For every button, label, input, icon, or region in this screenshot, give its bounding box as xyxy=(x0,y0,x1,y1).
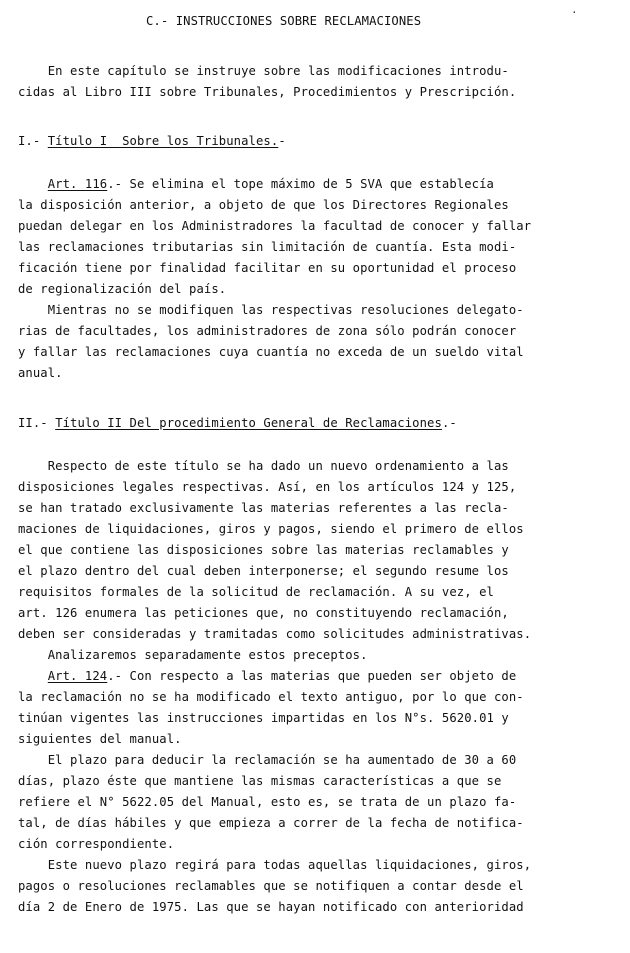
section-2-heading-line xyxy=(18,416,457,430)
body-line: Mientras no se modifiquen las respectivas resoluciones delegato- xyxy=(18,303,524,317)
section-2-heading-suffix: .- xyxy=(441,416,457,430)
article-116-text: .- Se elimina el tope máximo de 5 SVA que establecía xyxy=(107,177,494,191)
header-mark: · xyxy=(571,6,578,19)
body-line: Este nuevo plazo regirá para todas aquellas liquidaciones, giros, xyxy=(18,858,532,872)
body-line: la disposición anterior, a objeto de que los Directores Regionales xyxy=(18,198,509,212)
body-line: pagos o resoluciones reclamables que se notifiquen a contar desde el xyxy=(18,879,524,893)
body-line: de regionalización del país. xyxy=(18,282,227,296)
article-124-first-line xyxy=(18,669,516,683)
body-line: el plazo dentro del cual deben interponerse; el segundo resume los xyxy=(18,564,509,578)
body-line: tal, de días hábiles y que empieza a correr de la fecha de notifica- xyxy=(18,816,524,830)
body-line: anual. xyxy=(18,366,63,380)
body-line: deben ser consideradas y tramitadas como solicitudes administrativas. xyxy=(18,627,532,641)
body-line: Analizaremos separadamente estos preceptos. xyxy=(18,648,368,662)
document-title: C.- INSTRUCCIONES SOBRE RECLAMACIONES xyxy=(146,14,422,28)
section-2-number: II.- xyxy=(18,416,56,430)
section-2-heading: Título II Del procedimiento General de Reclamaciones xyxy=(55,416,442,430)
body-line: rias de facultades, los administradores de zona sólo podrán conocer xyxy=(18,324,517,338)
article-116-first-line xyxy=(18,177,494,191)
body-line: requisitos formales de la solicitud de reclamación. A su vez, el xyxy=(18,585,494,599)
body-line: y fallar las reclamaciones cuya cuantía no exceda de un sueldo vital xyxy=(18,345,524,359)
section-1-number: I.- xyxy=(18,134,48,148)
article-116-label: Art. 116 xyxy=(47,177,108,191)
intro-line: En este capítulo se instruye sobre las modificaciones introdu- xyxy=(18,64,509,78)
article-124-label: Art. 124 xyxy=(47,669,108,683)
body-line: El plazo para deducir la reclamación se ha aumentado de 30 a 60 xyxy=(18,753,517,767)
body-line: Respecto de este título se ha dado un nuevo ordenamiento a las xyxy=(18,459,509,473)
section-1-heading: Título I Sobre los Tribunales. xyxy=(47,134,279,148)
body-line: días, plazo éste que mantiene las mismas características a que se xyxy=(18,774,502,788)
body-line: puedan delegar en los Administradores la facultad de conocer y fallar xyxy=(18,219,532,233)
body-line: la reclamación no se ha modificado el texto antiguo, por lo que con- xyxy=(18,690,524,704)
body-line: día 2 de Enero de 1975. Las que se hayan notificado con anterioridad xyxy=(18,900,524,914)
body-line: se han tratado exclusivamente las materias referentes a las recla- xyxy=(18,501,509,515)
intro-line: cidas al Libro III sobre Tribunales, Procedimientos y Prescripción. xyxy=(18,85,517,99)
body-line: ción correspondiente. xyxy=(18,837,175,851)
body-line: maciones de liquidaciones, giros y pagos, siendo el primero de ellos xyxy=(18,522,524,536)
article-124-text: .- Con respecto a las materias que pueden ser objeto de xyxy=(107,669,517,683)
section-1-heading-line xyxy=(18,134,286,148)
body-line: ficación tiene por finalidad facilitar en su oportunidad el proceso xyxy=(18,261,517,275)
body-line: las reclamaciones tributarias sin limitación de cuantía. Esta modi- xyxy=(18,240,517,254)
body-line: disposiciones legales respectivas. Así, en los artículos 124 y 125, xyxy=(18,480,517,494)
body-line: refiere el N° 5622.05 del Manual, esto es, se trata de un plazo fa- xyxy=(18,795,517,809)
section-1-heading-suffix: - xyxy=(278,134,286,148)
body-line: tinúan vigentes las instrucciones impartidas en los N°s. 5620.01 y xyxy=(18,711,509,725)
body-line: art. 126 enumera las peticiones que, no constituyendo reclamación, xyxy=(18,606,509,620)
body-line: siguientes del manual. xyxy=(18,732,182,746)
body-line: el que contiene las disposiciones sobre las materias reclamables y xyxy=(18,543,509,557)
